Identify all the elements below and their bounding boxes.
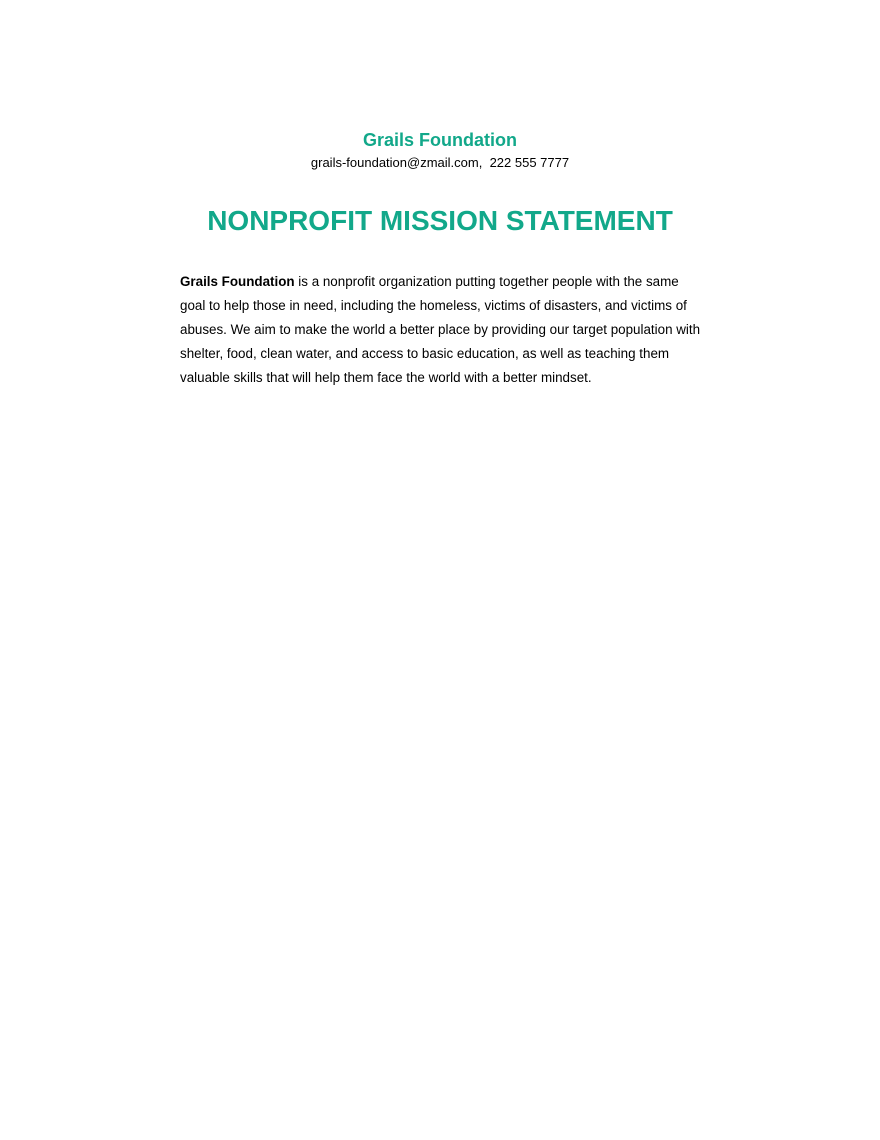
contact-phone: 222 555 7777 — [489, 155, 570, 170]
organization-name: Grails Foundation — [362, 130, 517, 150]
mission-statement-body: is a nonprofit organization putting together people with the same goal to help those in need, including the homeless, victims of disasters, and victims of abuses. We aim to make the world a better place by providing our target population with shelter, food, clean water, and access to basic education, as well as teaching them valuable skills that will help them face the world with a better mindset. — [180, 274, 701, 385]
document-title: NONPROFIT MISSION STATEMENT — [207, 205, 673, 236]
contact-email: grails-foundation@zmail.com, — [310, 155, 483, 170]
contact-separator — [482, 155, 489, 170]
contact-line — [0, 154, 880, 172]
mission-statement-lead: Grails Foundation — [180, 274, 295, 289]
mission-statement-paragraph — [180, 270, 705, 390]
